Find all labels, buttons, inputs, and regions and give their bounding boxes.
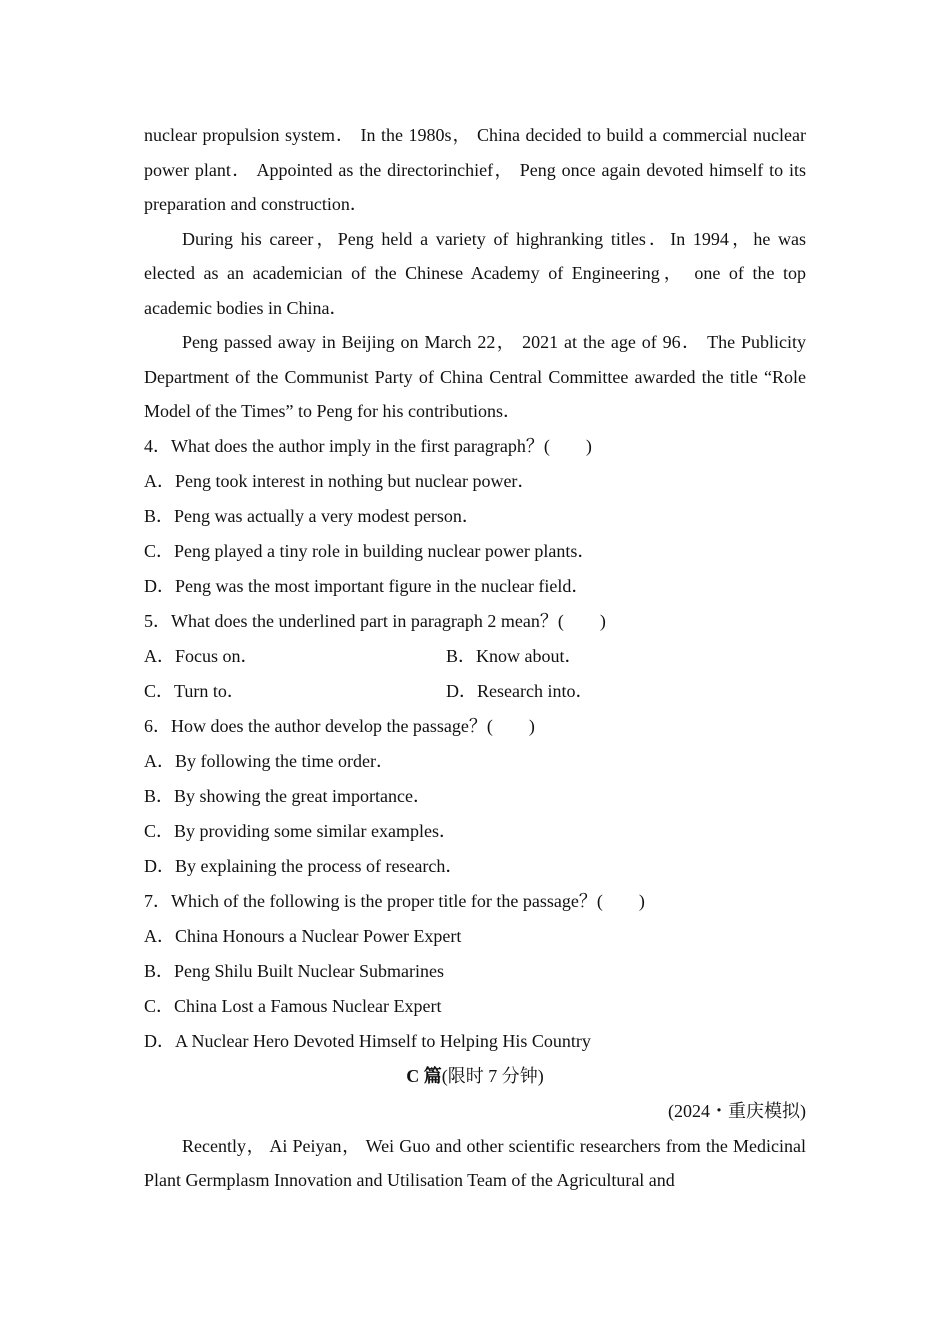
option-b: B．By showing the great importance． (144, 785, 431, 806)
passage-paragraph-1: nuclear propulsion system． In the 1980s， China decided to build a commercial nuclear power plant． Appointed as the directorinchief， Peng once again devoted himself to its preparation and construction． (144, 125, 806, 214)
option-a: A．Peng took interest in nothing but nuclear power． (144, 470, 536, 491)
option-d: D．By explaining the process of research． (144, 855, 464, 876)
option-a: A．Focus on． (144, 645, 259, 666)
option-b: B．Peng Shilu Built Nuclear Submarines (144, 960, 444, 981)
section-heading (144, 1059, 806, 1094)
option-row (144, 674, 806, 709)
question-7 (144, 884, 806, 1059)
section-time-limit: (限时 7 分钟) (441, 1065, 544, 1086)
passage-c-intro: Recently， Ai Peiyan， Wei Guo and other scientific researchers from the Medicinal Plant Germplasm Innovation and Utilisation Team of the Agricultural and (144, 1135, 806, 1190)
question-stem: 5．What does the underlined part in paragraph 2 mean？( ) (144, 610, 606, 631)
option-b: B．Know about． (446, 645, 583, 666)
question-stem: 6．How does the author develop the passage？( ) (144, 715, 535, 736)
question-5 (144, 604, 806, 709)
option-a: A．By following the time order． (144, 750, 394, 771)
option-c: C．Peng played a tiny role in building nuclear power plants． (144, 540, 596, 561)
option-c: C．China Lost a Famous Nuclear Expert (144, 995, 442, 1016)
passage-paragraph-3: Peng passed away in Beijing on March 22， 2021 at the age of 96． The Publicity Department of the Communist Party of China Central Committee awarded the title “Role Model of the Times” to Peng for his contributions． (144, 332, 806, 421)
question-stem: 7．Which of the following is the proper title for the passage？( ) (144, 890, 645, 911)
question-6 (144, 709, 806, 884)
option-d: D．Peng was the most important figure in the nuclear field． (144, 575, 590, 596)
passage-paragraph-2: During his career，Peng held a variety of highranking titles．In 1994，he was elected as an academician of the Chinese Academy of Engineering， one of the top academic bodies in China． (144, 228, 806, 318)
option-d: D．A Nuclear Hero Devoted Himself to Helping His Country (144, 1030, 591, 1051)
question-stem: 4．What does the author imply in the first paragraph？( ) (144, 435, 592, 456)
question-4 (144, 429, 806, 604)
option-b: B．Peng was actually a very modest person． (144, 505, 480, 526)
option-d: D．Research into． (446, 680, 594, 701)
source-note: (2024・重庆模拟) (668, 1100, 806, 1121)
option-a: A．China Honours a Nuclear Power Expert (144, 925, 462, 946)
option-row (144, 639, 806, 674)
document-page (144, 118, 806, 1198)
section-heading-label: C 篇 (406, 1065, 442, 1086)
option-c: C．By providing some similar examples． (144, 820, 457, 841)
option-c: C．Turn to． (144, 680, 245, 701)
